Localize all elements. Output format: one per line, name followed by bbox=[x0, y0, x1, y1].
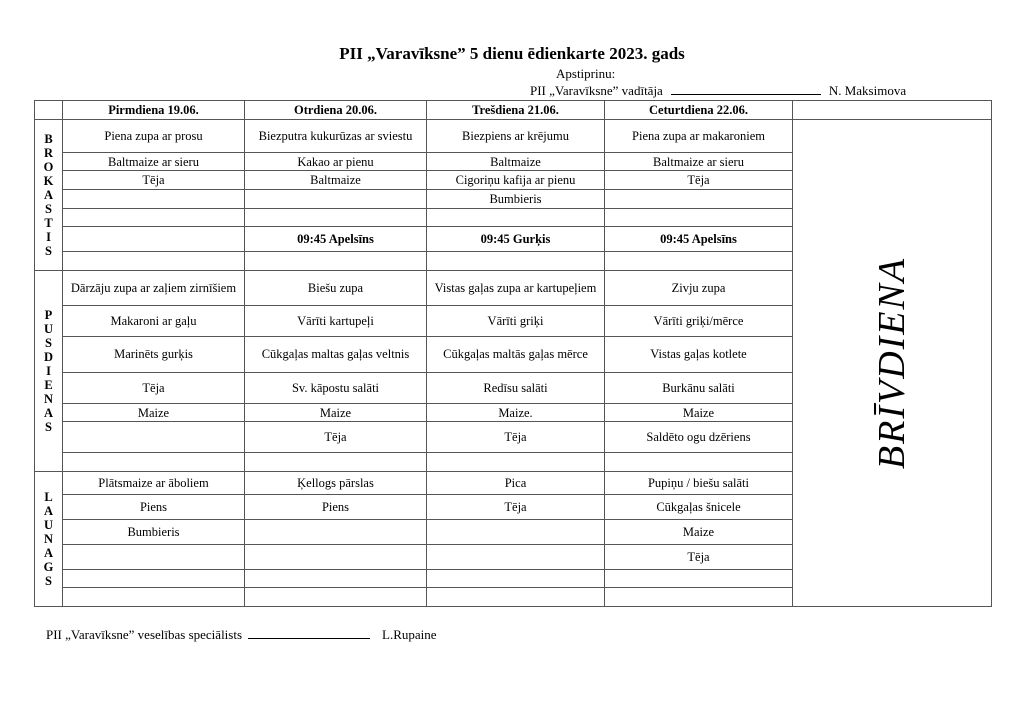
footer-name: L.Rupaine bbox=[382, 627, 437, 642]
menu-cell bbox=[245, 569, 427, 588]
header-row bbox=[35, 101, 992, 120]
menu-cell: Burkānu salāti bbox=[605, 372, 793, 403]
menu-cell: Sv. kāpostu salāti bbox=[245, 372, 427, 403]
menu-cell: Tēja bbox=[427, 422, 605, 453]
day-header: Trešdiena 21.06. bbox=[427, 101, 605, 120]
menu-cell: Marinēts gurķis bbox=[63, 337, 245, 372]
menu-cell: Baltmaize ar sieru bbox=[63, 152, 245, 171]
menu-cell bbox=[427, 208, 605, 227]
menu-cell: Pica bbox=[427, 472, 605, 495]
menu-cell: Bumbieris bbox=[427, 190, 605, 209]
menu-cell: Biezpiens ar krējumu bbox=[427, 119, 605, 152]
menu-cell bbox=[427, 453, 605, 472]
menu-cell: Vārīti griķi bbox=[427, 306, 605, 337]
menu-cell bbox=[605, 190, 793, 209]
menu-cell bbox=[427, 252, 605, 271]
menu-cell bbox=[63, 190, 245, 209]
menu-cell bbox=[245, 519, 427, 544]
day-header: Ceturtdiena 22.06. bbox=[605, 101, 793, 120]
menu-cell: Maize bbox=[605, 403, 793, 422]
menu-cell: Saldēto ogu dzēriens bbox=[605, 422, 793, 453]
menu-cell bbox=[605, 588, 793, 607]
corner-cell bbox=[793, 101, 992, 120]
menu-cell: Vārīti griķi/mērce bbox=[605, 306, 793, 337]
menu-cell bbox=[63, 227, 245, 252]
menu-cell: Makaroni ar gaļu bbox=[63, 306, 245, 337]
menu-cell bbox=[63, 569, 245, 588]
menu-cell: Cūkgaļas maltās gaļas mērce bbox=[427, 337, 605, 372]
footer-role: PII „Varavīksne” veselības speciālists bbox=[46, 627, 243, 642]
menu-cell bbox=[63, 588, 245, 607]
menu-cell: Piena zupa ar prosu bbox=[63, 119, 245, 152]
menu-cell bbox=[427, 519, 605, 544]
menu-cell: Tēja bbox=[605, 544, 793, 569]
menu-cell: 09:45 Gurķis bbox=[427, 227, 605, 252]
menu-cell: Baltmaize ar sieru bbox=[605, 152, 793, 171]
menu-cell: Pupiņu / biešu salāti bbox=[605, 472, 793, 495]
menu-cell: Plātsmaize ar āboliem bbox=[63, 472, 245, 495]
menu-cell: Dārzāju zupa ar zaļiem zirnīšiem bbox=[63, 270, 245, 305]
menu-cell: Maize. bbox=[427, 403, 605, 422]
menu-cell bbox=[63, 544, 245, 569]
menu-cell: Vārīti kartupeļi bbox=[245, 306, 427, 337]
section-label-snack: L A U N A G S bbox=[35, 472, 63, 607]
menu-cell: Zivju zupa bbox=[605, 270, 793, 305]
menu-cell: Tēja bbox=[605, 171, 793, 190]
signature-line bbox=[248, 626, 370, 639]
signature-line bbox=[671, 82, 821, 95]
menu-table bbox=[34, 100, 992, 607]
free-day-cell bbox=[793, 119, 992, 606]
menu-cell bbox=[427, 544, 605, 569]
day-header: Pirmdiena 19.06. bbox=[63, 101, 245, 120]
menu-cell: Cūkgaļas šnicele bbox=[605, 494, 793, 519]
menu-cell bbox=[605, 252, 793, 271]
director-name: N. Maksimova bbox=[828, 83, 907, 98]
menu-cell: Biezputra kukurūzas ar sviestu bbox=[245, 119, 427, 152]
menu-cell bbox=[63, 422, 245, 453]
director-role: PII „Varavīksne” vadītāja bbox=[530, 83, 663, 98]
menu-cell: Tēja bbox=[63, 372, 245, 403]
menu-cell: Tēja bbox=[427, 494, 605, 519]
menu-cell bbox=[245, 208, 427, 227]
menu-cell: Tēja bbox=[63, 171, 245, 190]
menu-cell bbox=[427, 569, 605, 588]
menu-cell bbox=[63, 252, 245, 271]
menu-cell bbox=[63, 453, 245, 472]
menu-cell: Vistas gaļas zupa ar kartupeļiem bbox=[427, 270, 605, 305]
corner-cell bbox=[35, 101, 63, 120]
menu-cell bbox=[427, 588, 605, 607]
menu-cell: Baltmaize bbox=[245, 171, 427, 190]
menu-cell: Ķellogs pārslas bbox=[245, 472, 427, 495]
menu-cell bbox=[605, 569, 793, 588]
page-title: PII „Varavīksne” 5 dienu ēdienkarte 2023. gads bbox=[339, 44, 685, 63]
menu-cell bbox=[605, 453, 793, 472]
footer-signature bbox=[46, 626, 437, 643]
menu-cell bbox=[63, 208, 245, 227]
menu-cell: Maize bbox=[63, 403, 245, 422]
menu-row bbox=[35, 119, 992, 152]
menu-cell: 09:45 Apelsīns bbox=[245, 227, 427, 252]
approve-label: Apstiprinu: bbox=[556, 66, 616, 81]
menu-cell: Piens bbox=[245, 494, 427, 519]
menu-cell: Kakao ar pienu bbox=[245, 152, 427, 171]
menu-cell: Vistas gaļas kotlete bbox=[605, 337, 793, 372]
menu-cell: Biešu zupa bbox=[245, 270, 427, 305]
menu-cell bbox=[245, 252, 427, 271]
menu-cell bbox=[245, 544, 427, 569]
menu-cell: Baltmaize bbox=[427, 152, 605, 171]
menu-cell: Maize bbox=[605, 519, 793, 544]
free-day-label: BRĪVDIENA bbox=[871, 256, 913, 469]
menu-cell: Tēja bbox=[245, 422, 427, 453]
menu-cell: Cigoriņu kafija ar pienu bbox=[427, 171, 605, 190]
section-label-lunch: P U S D I E N A S bbox=[35, 270, 63, 471]
menu-cell bbox=[245, 190, 427, 209]
menu-cell: Piens bbox=[63, 494, 245, 519]
menu-cell: Maize bbox=[245, 403, 427, 422]
day-header: Otrdiena 20.06. bbox=[245, 101, 427, 120]
director-signature bbox=[530, 82, 906, 99]
menu-cell bbox=[245, 453, 427, 472]
menu-cell: Redīsu salāti bbox=[427, 372, 605, 403]
menu-cell: 09:45 Apelsīns bbox=[605, 227, 793, 252]
menu-cell: Cūkgaļas maltas gaļas veltnis bbox=[245, 337, 427, 372]
section-label-breakfast: B R O K A S T I S bbox=[35, 119, 63, 270]
menu-cell bbox=[245, 588, 427, 607]
menu-cell bbox=[605, 208, 793, 227]
menu-cell: Piena zupa ar makaroniem bbox=[605, 119, 793, 152]
menu-cell: Bumbieris bbox=[63, 519, 245, 544]
